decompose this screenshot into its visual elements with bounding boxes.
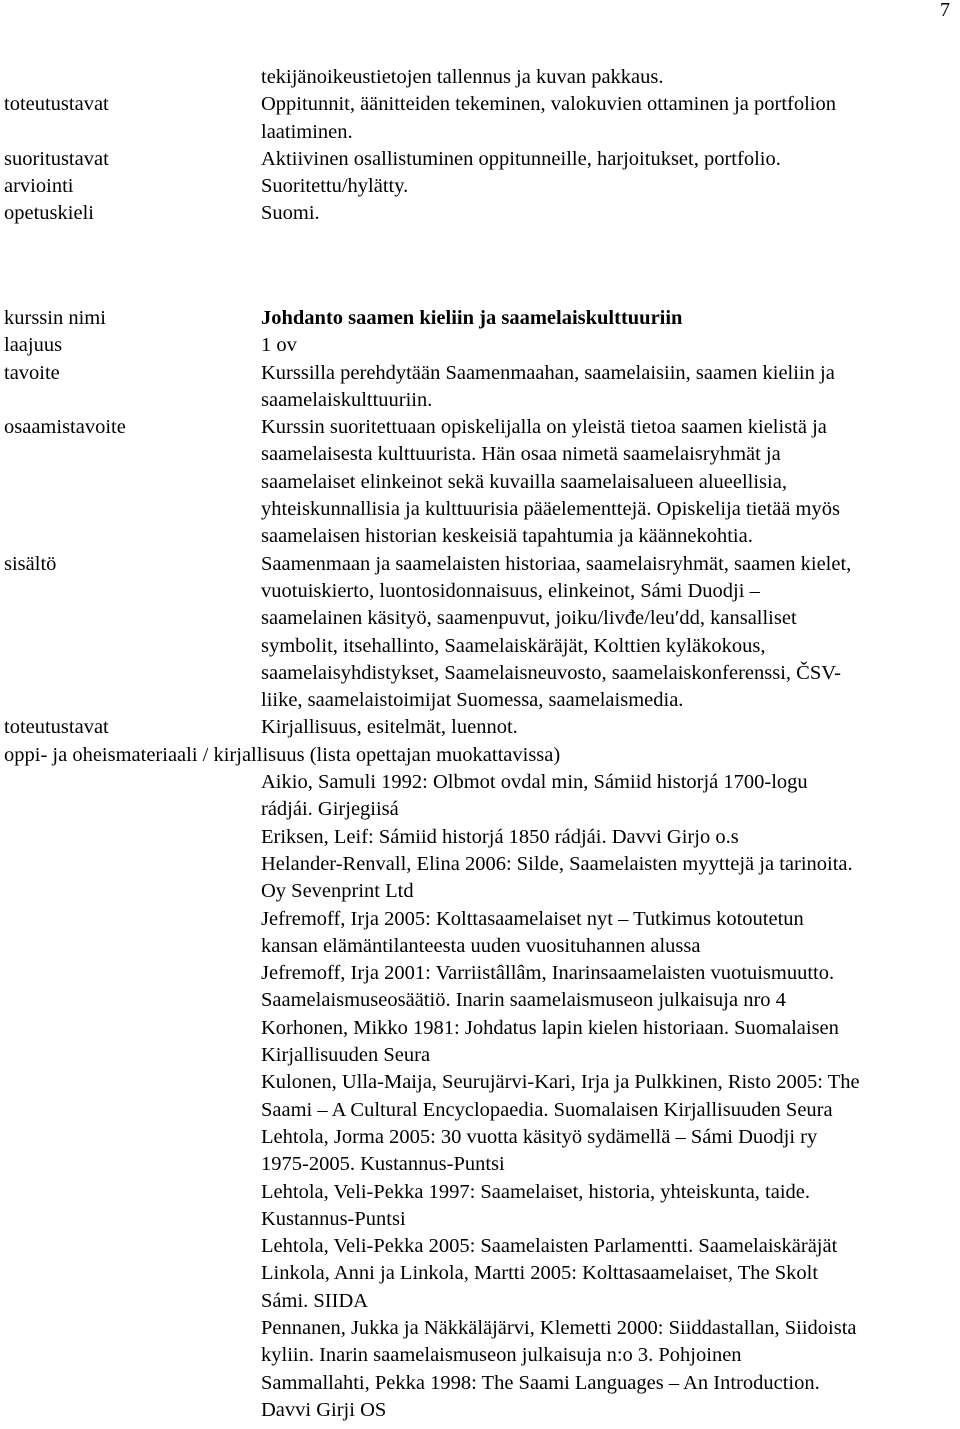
field-label: laajuus: [4, 334, 63, 357]
field-value-line: saamelainen käsityö, saamenpuvut, joiku/livđe/leu′dd, kansalliset: [261, 607, 797, 630]
field-row: [4, 414, 956, 550]
field-value-line: saamelaiset elinkeinot sekä kuvailla saamelaisalueen alueellisia,: [261, 470, 787, 493]
reference-entry: [261, 1260, 956, 1315]
field-row: [4, 146, 956, 173]
field-row: [4, 714, 956, 741]
reference-entry: [261, 1015, 956, 1070]
field-value: [261, 551, 956, 715]
reference-entry: [261, 1315, 956, 1370]
field-value: [261, 714, 956, 741]
reference-entry: [261, 906, 956, 961]
reference-entry: [261, 1179, 956, 1234]
reference-line: Korhonen, Mikko 1981: Johdatus lapin kielen historiaan. Suomalaisen: [261, 1016, 839, 1039]
field-label: kurssin nimi: [4, 307, 106, 329]
field-value: [261, 91, 956, 146]
field-value-line: Suomi.: [261, 202, 320, 225]
field-label: opetuskieli: [4, 202, 94, 225]
top-course-details: [4, 64, 956, 228]
materials-heading: oppi- ja oheismateriaali / kirjallisuus (lista opettajan muokattavissa): [4, 743, 561, 766]
field-value: [261, 305, 956, 332]
reference-line: kyliin. Inarin saamelaismuseon julkaisuja n:o 3. Pohjoinen: [261, 1344, 742, 1367]
field-value-line: 1 ov: [261, 334, 297, 357]
reference-line: Sammallahti, Pekka 1998: The Saami Languages – An Introduction.: [261, 1371, 820, 1394]
empty-label: [4, 64, 261, 91]
field-row: [4, 360, 956, 415]
field-value-line: laatiminen.: [261, 120, 353, 143]
reference-line: Aikio, Samuli 1992: Olbmot ovdal min, Sámiid historjá 1700-logu: [261, 771, 808, 794]
field-value-line: vuotuiskierto, luontosidonnaisuus, elinkeinot, Sámi Duodji –: [261, 579, 760, 602]
reference-line: Helander-Renvall, Elina 2006: Silde, Saamelaisten myyttejä ja tarinoita.: [261, 852, 853, 875]
field-row: [4, 200, 956, 227]
reference-line: Lehtola, Veli-Pekka 2005: Saamelaisten Parlamentti. Saamelaiskäräjät: [261, 1235, 838, 1258]
field-value: [261, 414, 956, 550]
field-value: [261, 146, 956, 173]
field-value: [261, 173, 956, 200]
field-value-line: Aktiivinen osallistuminen oppitunneille, harjoitukset, portfolio.: [261, 147, 781, 170]
field-value-line: saamelaisyhdistykset, Saamelaisneuvosto, saamelaiskonferenssi, ČSV-: [261, 661, 841, 684]
field-value-line: saamelaiskulttuuriin.: [261, 388, 433, 411]
field-label: arviointi: [4, 175, 74, 198]
field-value: [261, 360, 956, 415]
reference-entry: [261, 1233, 956, 1260]
reference-entry: [261, 1069, 956, 1124]
reference-line: Saami – A Cultural Encyclopaedia. Suomalaisen Kirjallisuuden Seura: [261, 1098, 833, 1121]
continuation-row: [4, 64, 956, 91]
reference-line: Oy Sevenprint Ltd: [261, 880, 414, 903]
reference-line: Lehtola, Veli-Pekka 1997: Saamelaiset, historia, yhteiskunta, taide.: [261, 1180, 811, 1203]
reference-entry: [261, 824, 956, 851]
field-row: [4, 173, 956, 200]
reference-entry: [261, 1370, 956, 1425]
field-value-line: Saamenmaan ja saamelaisten historiaa, saamelaisryhmät, saamen kielet,: [261, 552, 852, 575]
page-number: 7: [940, 0, 950, 21]
field-row: [4, 332, 956, 359]
reference-line: Kirjallisuuden Seura: [261, 1044, 431, 1067]
reference-line: Linkola, Anni ja Linkola, Martti 2005: Kolttasaamelaiset, The Skolt: [261, 1262, 819, 1285]
reference-list: [4, 769, 956, 1424]
field-value-line: liike, saamelaistoimijat Suomessa, saamelaismedia.: [261, 689, 684, 712]
reference-line: Pennanen, Jukka ja Näkkäläjärvi, Klemetti 2000: Siiddastallan, Siidoista: [261, 1316, 857, 1339]
reference-line: Sámi. SIIDA: [261, 1289, 369, 1312]
reference-line: 1975-2005. Kustannus-Puntsi: [261, 1153, 505, 1176]
field-value-line: Kurssin suoritettuaan opiskelijalla on yleistä tietoa saamen kielistä ja: [261, 416, 827, 439]
reference-line: Saamelaismuseosäätiö. Inarin saamelaismuseon julkaisuja nro 4: [261, 989, 786, 1012]
reference-line: kansan elämäntilanteesta uuden vuosituhannen alussa: [261, 934, 701, 957]
reference-line: Davvi Girji OS: [261, 1398, 387, 1421]
field-label: sisältö: [4, 552, 57, 575]
field-value-line: Oppitunnit, äänitteiden tekeminen, valokuvien ottaminen ja portfolion: [261, 93, 837, 116]
reference-entry: [261, 851, 956, 906]
reference-line: Jefremoff, Irja 2005: Kolttasaamelaiset nyt – Tutkimus kotoutetun: [261, 907, 804, 930]
field-label: suoritustavat: [4, 147, 109, 170]
field-value: [261, 200, 956, 227]
reference-line: Kustannus-Puntsi: [261, 1207, 406, 1230]
reference-line: Kulonen, Ulla-Maija, Seurujärvi-Kari, Irja ja Pulkkinen, Risto 2005: The: [261, 1071, 860, 1094]
reference-line: Lehtola, Jorma 2005: 30 vuotta käsityö sydämellä – Sámi Duodji ry: [261, 1125, 818, 1148]
field-label: osaamistavoite: [4, 416, 126, 439]
field-value-line: Johdanto saamen kieliin ja saamelaiskulttuuriin: [261, 307, 683, 329]
field-value-line: saamelaisen historian keskeisiä tapahtumia ja käännekohtia.: [261, 525, 753, 548]
field-value-line: symbolit, itsehallinto, Saamelaiskäräjät, Kolttien kyläkokous,: [261, 634, 766, 657]
field-label: tavoite: [4, 361, 60, 384]
reference-entry: [261, 769, 956, 824]
reference-line: Jefremoff, Irja 2001: Varriistâllâm, Inarinsaamelaisten vuotuismuutto.: [261, 962, 835, 985]
reference-entry: [261, 1124, 956, 1179]
field-label: toteutustavat: [4, 716, 109, 739]
field-row: [4, 551, 956, 715]
field-row: [4, 305, 956, 332]
field-row: [4, 91, 956, 146]
course-description: [4, 305, 956, 1424]
field-value: [261, 332, 956, 359]
field-value-line: Suoritettu/hylätty.: [261, 175, 409, 198]
reference-line: Eriksen, Leif: Sámiid historjá 1850 rádjái. Davvi Girjo o.s: [261, 825, 739, 848]
field-label: toteutustavat: [4, 93, 109, 116]
reference-entry: [261, 960, 956, 1015]
field-value-line: yhteiskunnallisia ja kulttuurisia pääelementtejä. Opiskelija tietää myös: [261, 498, 840, 521]
field-value-line: Kurssilla perehdytään Saamenmaahan, saamelaisiin, saamen kieliin ja: [261, 361, 835, 384]
field-value-line: saamelaisesta kulttuurista. Hän osaa nimetä saamelaisryhmät ja: [261, 443, 781, 466]
continuation-text: tekijänoikeustietojen tallennus ja kuvan pakkaus.: [261, 66, 664, 88]
field-value-line: Kirjallisuus, esitelmät, luennot.: [261, 716, 518, 739]
reference-line: rádjái. Girjegiisá: [261, 798, 399, 821]
